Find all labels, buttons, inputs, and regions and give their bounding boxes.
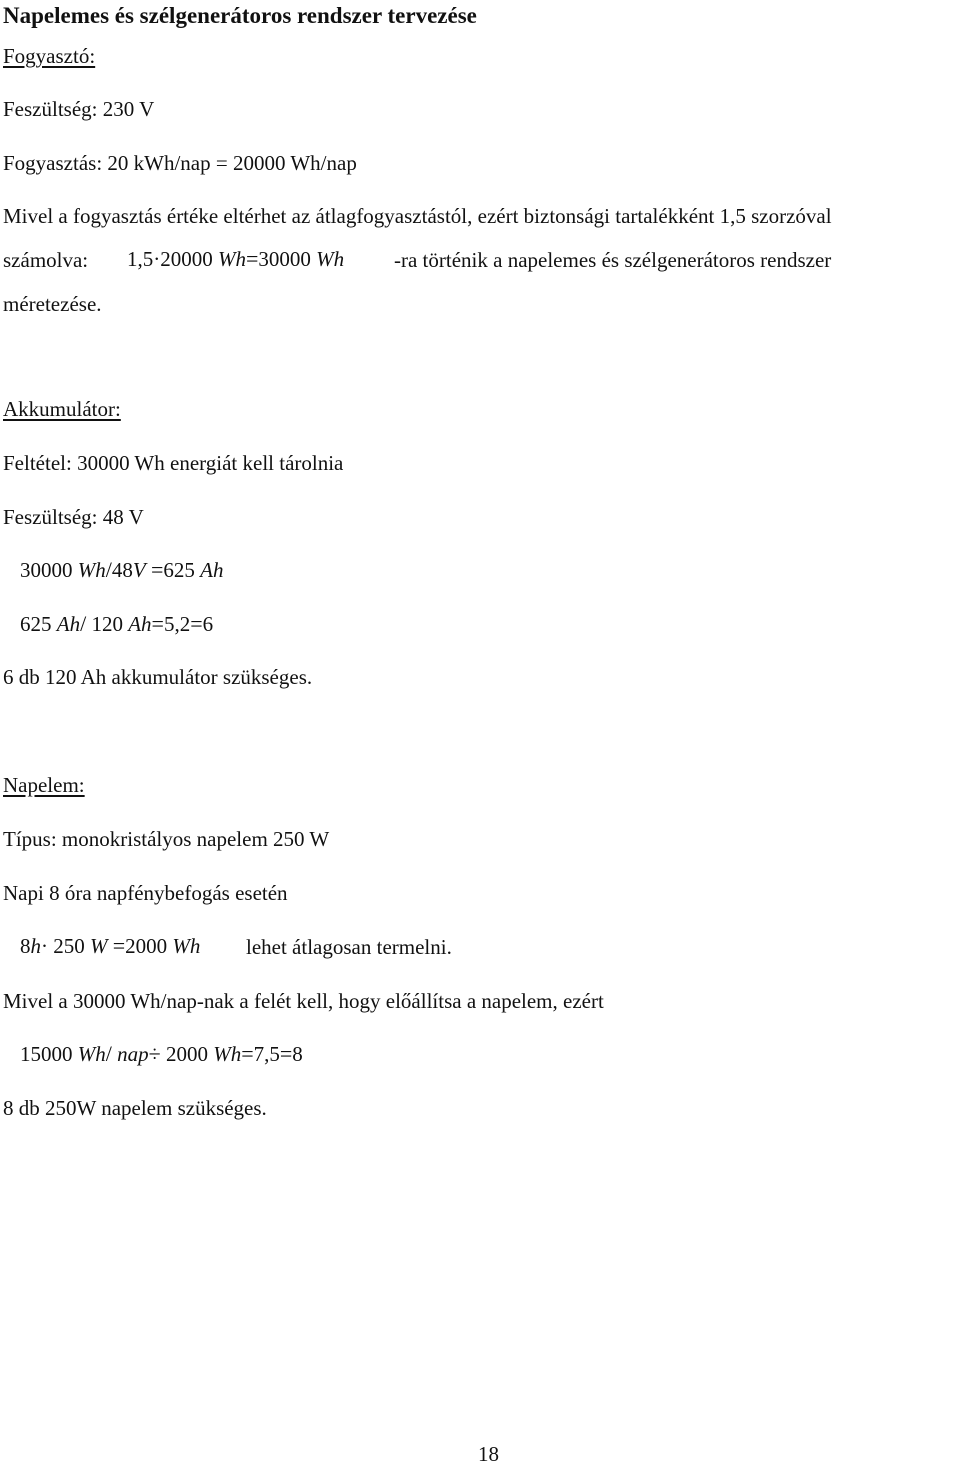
formula-dot: ·	[153, 247, 161, 271]
sf2-a: 15000	[20, 1042, 73, 1066]
bf1-unit-c: Ah	[200, 558, 224, 582]
battery-voltage: Feszültség: 48 V	[3, 505, 144, 529]
battery-heading: Akkumulátor:	[3, 397, 121, 421]
solar-type: Típus: monokristályos napelem 250 W	[3, 827, 330, 851]
sf2-equals-2: =	[279, 1041, 293, 1066]
page-number: 18	[478, 1442, 499, 1466]
battery-conclusion: 6 db 120 Ah akkumulátor szükséges.	[3, 665, 313, 689]
battery-formula-2	[20, 613, 213, 635]
page-title: Napelemes és szélgenerátoros rendszer tervezése	[3, 3, 477, 28]
sf2-divide: ÷	[148, 1041, 161, 1066]
consumer-voltage: Feszültség: 230 V	[3, 97, 155, 121]
solar-heading: Napelem:	[3, 773, 85, 797]
battery-condition: Feltétel: 30000 Wh energiát kell tárolnia	[3, 451, 344, 475]
sf2-equals-1: =	[241, 1041, 254, 1066]
bf1-unit-a: Wh	[77, 558, 106, 582]
sf1-equals: =	[112, 933, 126, 958]
sf2-d: 8	[292, 1042, 303, 1066]
bf1-unit-b: V	[132, 558, 146, 582]
solar-conclusion: 8 db 250W napelem szükséges.	[3, 1096, 267, 1120]
bf1-equals: =	[150, 557, 164, 582]
bf2-unit-b: Ah	[128, 612, 152, 636]
sf2-unit-b: Wh	[213, 1042, 242, 1066]
bf2-unit-a: Ah	[56, 612, 81, 636]
bf1-a: 30000	[20, 558, 73, 582]
solar-reason: Mivel a 30000 Wh/nap-nak a felét kell, hogy előállítsa a napelem, ezért	[3, 989, 604, 1013]
formula-value2: 30000	[258, 247, 311, 271]
bf2-equals-1: =	[151, 611, 164, 636]
sf2-unit-a: Wh	[77, 1042, 106, 1066]
bf2-b: 120	[91, 612, 123, 636]
sf1-unit-c: Wh	[172, 934, 201, 958]
solar-formula-1-suffix: lehet átlagosan termelni.	[246, 935, 452, 959]
sf1-unit-a: h	[30, 934, 41, 958]
calc-suffix: -ra történik a napelemes és szélgenerátoros rendszer	[394, 248, 832, 272]
solar-sun-hours: Napi 8 óra napfénybefogás esetén	[3, 881, 288, 905]
bf2-a: 625	[20, 612, 52, 636]
sf1-c: 2000	[125, 934, 168, 958]
reserve-formula	[127, 248, 344, 270]
bf2-equals-2: =	[190, 611, 203, 636]
sf1-dot: ·	[41, 934, 48, 958]
battery-formula-1	[20, 559, 223, 581]
sf1-a: 8	[20, 934, 31, 958]
formula-unit1: Wh	[218, 247, 246, 271]
formula-factor: 1,5	[127, 247, 154, 271]
solar-formula-1	[20, 935, 200, 957]
solar-formula-2	[20, 1043, 303, 1065]
calc-label: számolva:	[3, 248, 89, 272]
bf2-d: 6	[202, 612, 214, 636]
consumer-consumption: Fogyasztás: 20 kWh/nap = 20000 Wh/nap	[3, 151, 357, 175]
sf2-unit-a2: nap	[117, 1042, 149, 1066]
consumer-heading: Fogyasztó:	[3, 44, 96, 68]
formula-equals: =	[246, 246, 259, 271]
reserve-text: Mivel a fogyasztás értéke eltérhet az átlagfogyasztástól, ezért biztonsági tartalékként 1,5 szorzóval	[3, 204, 832, 228]
sf2-c: 7,5	[253, 1042, 280, 1066]
formula-value1: 20000	[160, 247, 213, 271]
bf2-slash: /	[80, 611, 87, 636]
sf2-b: 2000	[165, 1042, 208, 1066]
sf1-unit-b: W	[90, 934, 108, 958]
formula-unit2: Wh	[316, 247, 345, 271]
sf1-b: 250	[53, 934, 85, 958]
calc-end: méretezése.	[3, 292, 102, 316]
bf2-c: 5,2	[163, 612, 191, 636]
bf1-c: 625	[163, 558, 195, 582]
bf1-slash: /	[105, 557, 112, 582]
sf2-slash: /	[105, 1041, 112, 1066]
bf1-b: 48	[111, 558, 133, 582]
